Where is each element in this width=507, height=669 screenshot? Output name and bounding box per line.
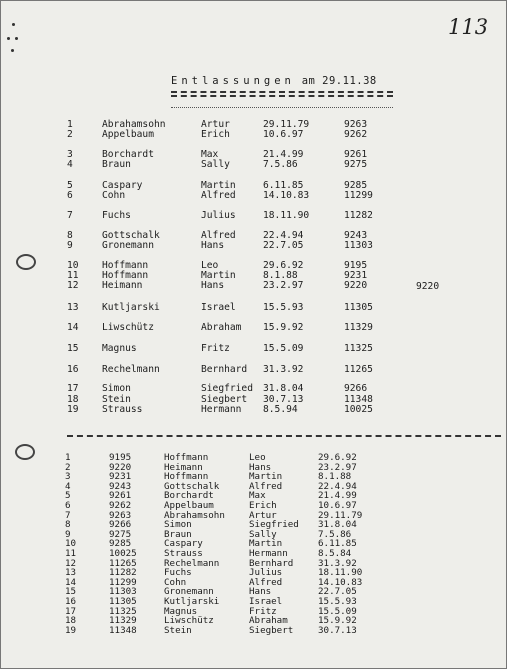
title-underline (171, 91, 393, 93)
prisoner-number: 10025 (344, 404, 373, 415)
entry-number: 16 (67, 364, 79, 375)
birth-date: 22.4.94 (318, 480, 357, 492)
surname: Kutljarski (164, 596, 220, 607)
title-date: am 29.11.38 (301, 75, 377, 87)
list-row (1, 344, 481, 354)
entry-number: 7 (65, 509, 71, 521)
surname: Strauss (164, 548, 203, 559)
entry-number: 5 (65, 490, 71, 502)
entry-number: 7 (67, 210, 73, 221)
surname: Rechelmann (164, 557, 220, 569)
entry-number: 4 (67, 159, 73, 170)
prisoner-number: 11305 (344, 302, 373, 313)
birth-date: 8.1.88 (263, 270, 298, 281)
prisoner-number: 11329 (344, 322, 373, 333)
given-name: Martin (201, 270, 236, 281)
birth-date: 31.3.92 (263, 364, 304, 375)
prisoner-number: 9220 (109, 461, 132, 473)
prisoner-number: 11299 (344, 190, 373, 201)
surname: Cohn (102, 190, 126, 201)
given-name: Hans (249, 461, 272, 473)
given-name: Hans (249, 586, 272, 598)
prisoner-number: 9261 (344, 149, 368, 160)
entry-number: 1 (67, 119, 73, 130)
entry-number: 12 (67, 280, 79, 291)
given-name: Israel (249, 596, 283, 607)
list-row (1, 511, 481, 521)
surname: Liwschütz (164, 615, 214, 627)
prisoner-number: 9263 (109, 509, 132, 521)
surname: Cohn (164, 576, 187, 588)
given-name: Abraham (201, 322, 242, 333)
entry-number: 15 (65, 586, 77, 598)
birth-date: 15.5.09 (318, 605, 357, 617)
given-name: Siegfried (201, 383, 253, 394)
list-row (1, 281, 481, 291)
surname: Strauss (102, 404, 143, 415)
given-name: Siegbert (201, 394, 248, 405)
surname: Braun (102, 159, 131, 170)
entry-number: 14 (65, 576, 77, 588)
birth-date: 23.2.97 (318, 461, 357, 473)
surname: Hoffmann (164, 452, 209, 463)
surname: Heimann (102, 280, 143, 291)
given-name: Sally (249, 528, 277, 540)
entry-number: 2 (65, 461, 71, 473)
surname: Hoffmann (102, 260, 149, 271)
surname: Appelbaum (164, 500, 214, 511)
surname: Appelbaum (102, 129, 154, 140)
prisoner-number: 9231 (109, 471, 132, 483)
surname: Magnus (102, 343, 137, 354)
list-divider (67, 435, 501, 437)
birth-date: 23.2.97 (263, 280, 304, 291)
given-name: Hermann (249, 548, 288, 559)
list-row (1, 482, 481, 492)
birth-date: 18.11.90 (263, 210, 310, 221)
list-row (1, 120, 481, 130)
given-name: Max (201, 149, 219, 160)
given-name: Hermann (201, 404, 242, 415)
given-name: Artur (249, 509, 277, 521)
list-row (1, 491, 481, 501)
hole-marks (7, 23, 21, 55)
prisoner-number: 11265 (344, 364, 373, 375)
prisoner-number: 9285 (109, 538, 132, 550)
given-name: Hans (201, 240, 225, 251)
prisoner-number: 11348 (344, 394, 373, 405)
prisoner-number: 11348 (109, 624, 137, 636)
birth-date: 6.11.85 (263, 180, 304, 191)
birth-date: 29.11.79 (263, 119, 310, 130)
surname: Hoffmann (102, 270, 149, 281)
surname: Caspary (164, 538, 203, 550)
entry-number: 13 (67, 302, 79, 313)
surname: Heimann (164, 461, 203, 473)
birth-date: 10.6.97 (263, 129, 304, 140)
prisoner-number: 10025 (109, 548, 137, 559)
entry-number: 8 (67, 230, 73, 241)
birth-date: 22.4.94 (263, 230, 304, 241)
birth-date: 7.5.86 (263, 159, 298, 170)
entry-number: 17 (65, 605, 77, 617)
entry-number: 12 (65, 557, 77, 569)
list-row (1, 472, 481, 482)
birth-date: 8.1.88 (318, 471, 352, 483)
birth-date: 29.6.92 (263, 260, 304, 271)
birth-date: 31.3.92 (318, 557, 357, 569)
entry-number: 15 (67, 343, 79, 354)
list-row (1, 191, 481, 201)
entry-number: 9 (67, 240, 73, 251)
surname: Hoffmann (164, 471, 209, 483)
given-name: Bernhard (201, 364, 248, 375)
surname: Braun (164, 528, 192, 540)
given-name: Alfred (249, 576, 283, 588)
entry-number: 3 (67, 149, 73, 160)
list-row (1, 405, 481, 415)
birth-date: 21.4.99 (318, 490, 357, 502)
given-name: Erich (249, 500, 277, 511)
prisoner-number: 11282 (344, 210, 373, 221)
birth-date: 14.10.83 (318, 576, 363, 588)
given-name: Alfred (201, 190, 236, 201)
given-name: Siegfried (249, 519, 299, 531)
surname: Abrahamsohn (102, 119, 166, 130)
entry-number: 17 (67, 383, 79, 394)
entry-number: 16 (65, 596, 77, 607)
list-row (1, 303, 481, 313)
list-row (1, 130, 481, 140)
entry-number: 13 (65, 567, 77, 579)
birth-date: 29.11.79 (318, 509, 363, 521)
surname: Borchardt (164, 490, 214, 502)
list-row (1, 160, 481, 170)
list-row (1, 365, 481, 375)
prisoner-number: 11325 (344, 343, 373, 354)
dotted-rule (171, 107, 393, 108)
prisoner-number: 11303 (344, 240, 373, 251)
birth-date: 18.11.90 (318, 567, 363, 579)
birth-date: 14.10.83 (263, 190, 310, 201)
surname: Stein (102, 394, 131, 405)
given-name: Erich (201, 129, 230, 140)
prisoner-number: 9231 (344, 270, 368, 281)
prisoner-number: 11265 (109, 557, 137, 569)
list-row (1, 463, 481, 473)
birth-date: 15.5.93 (318, 596, 357, 607)
surname: Stein (164, 624, 192, 636)
birth-date: 7.5.86 (318, 528, 352, 540)
list-row (1, 323, 481, 333)
given-name: Martin (249, 471, 283, 483)
entry-number: 19 (67, 404, 79, 415)
given-name: Alfred (249, 480, 283, 492)
given-name: Artur (201, 119, 230, 130)
prisoner-number: 9262 (109, 500, 132, 511)
title-label: Entlassungen (171, 75, 295, 87)
prisoner-number: 11299 (109, 576, 137, 588)
entry-number: 6 (65, 500, 71, 511)
birth-date: 15.5.09 (263, 343, 304, 354)
given-name: Bernhard (249, 557, 294, 569)
birth-date: 15.9.92 (263, 322, 304, 333)
given-name: Hans (201, 280, 225, 291)
birth-date: 6.11.85 (318, 538, 357, 550)
document-title (171, 75, 377, 87)
list-row (1, 626, 481, 636)
surname: Abrahamsohn (164, 509, 225, 521)
entry-number: 10 (65, 538, 77, 550)
given-name: Abraham (249, 615, 288, 627)
given-name: Julius (201, 210, 236, 221)
entry-number: 11 (67, 270, 79, 281)
page-number: 113 (448, 15, 489, 39)
entry-number: 2 (67, 129, 73, 140)
entry-number: 9 (65, 528, 71, 540)
list-row (1, 211, 481, 221)
birth-date: 31.8.04 (263, 383, 304, 394)
entry-number: 14 (67, 322, 79, 333)
margin-note: 9220 (416, 281, 440, 292)
given-name: Sally (201, 159, 230, 170)
entry-number: 6 (67, 190, 73, 201)
birth-date: 15.9.92 (318, 615, 357, 627)
birth-date: 29.6.92 (318, 452, 357, 463)
given-name: Israel (201, 302, 236, 313)
entry-number: 5 (67, 180, 73, 191)
birth-date: 21.4.99 (263, 149, 304, 160)
entry-number: 11 (65, 548, 77, 559)
prisoner-number: 11282 (109, 567, 137, 579)
prisoner-number: 9275 (344, 159, 368, 170)
list-row (1, 241, 481, 251)
prisoner-number: 9266 (109, 519, 132, 531)
surname: Gottschalk (102, 230, 160, 241)
birth-date: 31.8.04 (318, 519, 357, 531)
given-name: Siegbert (249, 624, 294, 636)
entry-number: 18 (67, 394, 79, 405)
birth-date: 30.7.13 (263, 394, 304, 405)
surname: Simon (164, 519, 192, 531)
given-name: Fritz (249, 605, 277, 617)
prisoner-number: 9220 (344, 280, 368, 291)
birth-date: 8.5.84 (318, 548, 352, 559)
prisoner-number: 9275 (109, 528, 132, 540)
prisoner-number: 9195 (109, 452, 132, 463)
surname: Gronemann (164, 586, 214, 598)
given-name: Martin (201, 180, 236, 191)
surname: Rechelmann (102, 364, 160, 375)
prisoner-number: 11305 (109, 596, 137, 607)
prisoner-number: 9195 (344, 260, 368, 271)
given-name: Leo (249, 452, 266, 463)
entry-number: 1 (65, 452, 71, 463)
birth-date: 8.5.94 (263, 404, 298, 415)
prisoner-number: 9261 (109, 490, 132, 502)
list-row (1, 501, 481, 511)
given-name: Alfred (201, 230, 236, 241)
prisoner-number: 9243 (109, 480, 132, 492)
birth-date: 30.7.13 (318, 624, 357, 636)
birth-date: 15.5.93 (263, 302, 304, 313)
list-row (1, 384, 481, 394)
list-row (1, 453, 481, 463)
title-underline (171, 95, 393, 97)
surname: Liwschütz (102, 322, 154, 333)
prisoner-number: 9285 (344, 180, 368, 191)
surname: Magnus (164, 605, 198, 617)
surname: Gronemann (102, 240, 154, 251)
prisoner-number: 9266 (344, 383, 368, 394)
given-name: Martin (249, 538, 283, 550)
given-name: Julius (249, 567, 283, 579)
surname: Fuchs (102, 210, 131, 221)
entry-number: 18 (65, 615, 77, 627)
given-name: Leo (201, 260, 219, 271)
entry-number: 4 (65, 480, 71, 492)
list-row (1, 150, 481, 160)
prisoner-number: 9262 (344, 129, 368, 140)
prisoner-number: 11329 (109, 615, 137, 627)
prisoner-number: 11303 (109, 586, 137, 598)
prisoner-number: 11325 (109, 605, 137, 617)
birth-date: 22.7.05 (318, 586, 357, 598)
prisoner-number: 9243 (344, 230, 368, 241)
surname: Caspary (102, 180, 143, 191)
surname: Simon (102, 383, 131, 394)
entry-number: 10 (67, 260, 79, 271)
entry-number: 3 (65, 471, 71, 483)
surname: Borchardt (102, 149, 154, 160)
entry-number: 19 (65, 624, 77, 636)
list-row (1, 231, 481, 241)
list-row (1, 520, 481, 530)
birth-date: 10.6.97 (318, 500, 357, 511)
prisoner-number: 9263 (344, 119, 368, 130)
given-name: Max (249, 490, 266, 502)
surname: Kutljarski (102, 302, 160, 313)
list-row (1, 181, 481, 191)
entry-number: 8 (65, 519, 71, 531)
birth-date: 22.7.05 (263, 240, 304, 251)
given-name: Fritz (201, 343, 230, 354)
surname: Fuchs (164, 567, 192, 579)
surname: Gottschalk (164, 480, 220, 492)
